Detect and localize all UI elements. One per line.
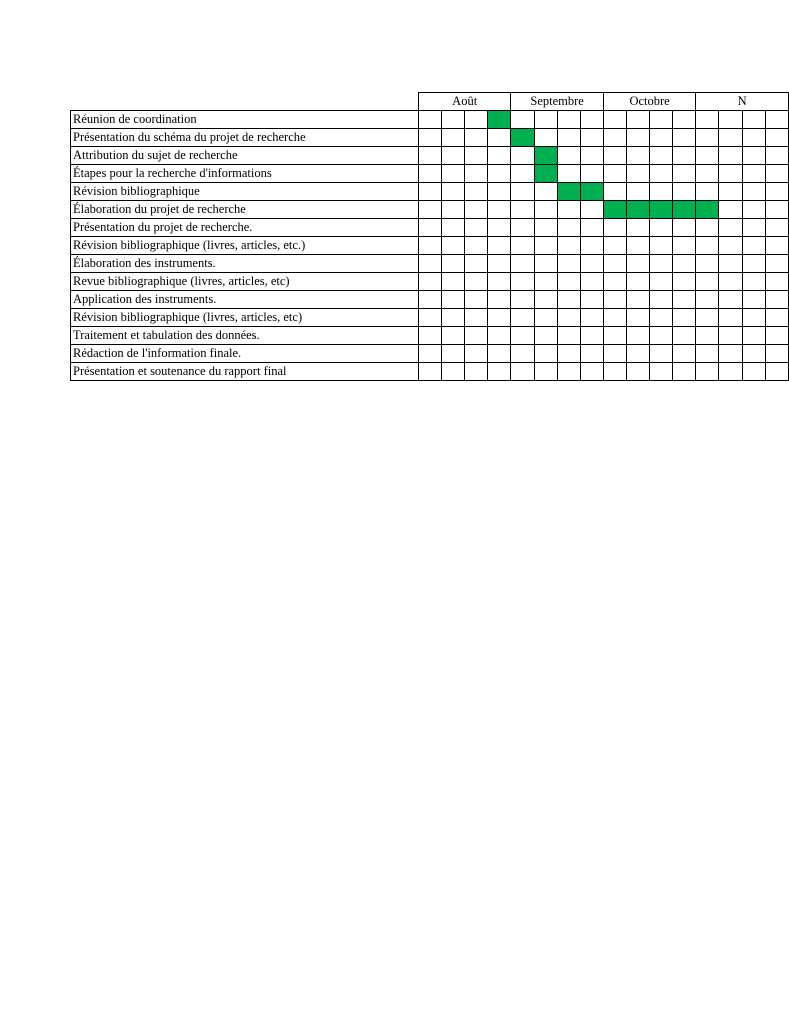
scheduled-week-cell (511, 129, 534, 147)
week-cell (488, 309, 511, 327)
task-label: Révision bibliographique (71, 183, 419, 201)
week-cell (580, 291, 603, 309)
week-cell (673, 183, 696, 201)
week-cell (673, 219, 696, 237)
week-cell (742, 309, 765, 327)
week-cell (557, 219, 580, 237)
week-cell (719, 345, 742, 363)
week-cell (557, 237, 580, 255)
week-cell (603, 309, 626, 327)
week-cell (673, 111, 696, 129)
week-cell (557, 327, 580, 345)
week-cell (603, 255, 626, 273)
week-cell (626, 273, 649, 291)
task-label: Attribution du sujet de recherche (71, 147, 419, 165)
week-cell (488, 129, 511, 147)
week-cell (534, 183, 557, 201)
week-cell (580, 111, 603, 129)
week-cell (442, 255, 465, 273)
week-cell (626, 363, 649, 381)
week-cell (719, 291, 742, 309)
week-cell (603, 345, 626, 363)
week-cell (442, 201, 465, 219)
week-cell (511, 273, 534, 291)
week-cell (673, 129, 696, 147)
week-cell (580, 255, 603, 273)
week-cell (696, 309, 719, 327)
week-cell (511, 363, 534, 381)
week-cell (418, 237, 441, 255)
week-cell (580, 309, 603, 327)
week-cell (418, 363, 441, 381)
week-cell (696, 165, 719, 183)
week-cell (418, 291, 441, 309)
week-cell (742, 345, 765, 363)
week-cell (511, 201, 534, 219)
week-cell (696, 327, 719, 345)
week-cell (650, 219, 673, 237)
week-cell (418, 129, 441, 147)
week-cell (696, 237, 719, 255)
week-cell (557, 111, 580, 129)
week-cell (511, 327, 534, 345)
week-cell (557, 201, 580, 219)
week-cell (673, 291, 696, 309)
task-row (71, 219, 789, 237)
week-cell (488, 273, 511, 291)
week-cell (650, 111, 673, 129)
week-cell (626, 345, 649, 363)
task-row (71, 345, 789, 363)
week-cell (418, 327, 441, 345)
week-cell (580, 219, 603, 237)
week-cell (465, 219, 488, 237)
week-cell (719, 327, 742, 345)
task-label: Étapes pour la recherche d'informations (71, 165, 419, 183)
week-cell (719, 237, 742, 255)
week-cell (418, 111, 441, 129)
gantt-table (70, 92, 789, 381)
week-cell (418, 219, 441, 237)
task-row (71, 327, 789, 345)
week-cell (719, 219, 742, 237)
week-cell (650, 273, 673, 291)
week-cell (696, 129, 719, 147)
week-cell (442, 273, 465, 291)
week-cell (719, 183, 742, 201)
week-cell (650, 345, 673, 363)
week-cell (465, 273, 488, 291)
week-cell (442, 291, 465, 309)
week-cell (488, 291, 511, 309)
week-cell (719, 309, 742, 327)
week-cell (511, 237, 534, 255)
task-label: Présentation du schéma du projet de recherche (71, 129, 419, 147)
gantt-chart (70, 92, 747, 385)
week-cell (465, 255, 488, 273)
month-header-row (71, 93, 789, 111)
task-label: Réunion de coordination (71, 111, 419, 129)
week-cell (742, 165, 765, 183)
week-cell (765, 291, 788, 309)
scheduled-week-cell (626, 201, 649, 219)
task-label: Élaboration du projet de recherche (71, 201, 419, 219)
week-cell (650, 327, 673, 345)
week-cell (557, 255, 580, 273)
task-label: Présentation et soutenance du rapport final (71, 363, 419, 381)
week-cell (488, 363, 511, 381)
week-cell (742, 129, 765, 147)
week-cell (603, 111, 626, 129)
task-row (71, 237, 789, 255)
week-cell (765, 255, 788, 273)
task-label: Révision bibliographique (livres, articles, etc.) (71, 237, 419, 255)
week-cell (488, 219, 511, 237)
week-cell (418, 309, 441, 327)
week-cell (696, 363, 719, 381)
task-row (71, 183, 789, 201)
week-cell (696, 183, 719, 201)
task-label: Révision bibliographique (livres, articles, etc) (71, 309, 419, 327)
week-cell (534, 219, 557, 237)
week-cell (442, 183, 465, 201)
week-cell (626, 165, 649, 183)
week-cell (673, 147, 696, 165)
week-cell (673, 273, 696, 291)
week-cell (511, 291, 534, 309)
week-cell (719, 111, 742, 129)
week-cell (557, 165, 580, 183)
task-row (71, 147, 789, 165)
week-cell (742, 363, 765, 381)
week-cell (765, 219, 788, 237)
week-cell (603, 165, 626, 183)
week-cell (488, 237, 511, 255)
week-cell (488, 327, 511, 345)
week-cell (719, 255, 742, 273)
week-cell (442, 129, 465, 147)
week-cell (742, 219, 765, 237)
week-cell (696, 111, 719, 129)
week-cell (650, 183, 673, 201)
week-cell (626, 309, 649, 327)
week-cell (742, 273, 765, 291)
week-cell (603, 237, 626, 255)
week-cell (442, 147, 465, 165)
week-cell (534, 201, 557, 219)
week-cell (534, 363, 557, 381)
week-cell (626, 147, 649, 165)
week-cell (626, 219, 649, 237)
month-header: N (696, 93, 789, 111)
week-cell (626, 183, 649, 201)
week-cell (626, 255, 649, 273)
week-cell (442, 111, 465, 129)
week-cell (488, 147, 511, 165)
week-cell (603, 219, 626, 237)
week-cell (442, 363, 465, 381)
week-cell (765, 165, 788, 183)
week-cell (511, 183, 534, 201)
task-label: Rédaction de l'information finale. (71, 345, 419, 363)
week-cell (442, 309, 465, 327)
week-cell (742, 237, 765, 255)
week-cell (696, 219, 719, 237)
week-cell (580, 273, 603, 291)
week-cell (650, 165, 673, 183)
scheduled-week-cell (557, 183, 580, 201)
week-cell (696, 345, 719, 363)
week-cell (511, 345, 534, 363)
week-cell (719, 147, 742, 165)
week-cell (742, 147, 765, 165)
week-cell (557, 291, 580, 309)
week-cell (534, 345, 557, 363)
week-cell (626, 291, 649, 309)
week-cell (418, 345, 441, 363)
week-cell (765, 363, 788, 381)
week-cell (765, 147, 788, 165)
week-cell (719, 129, 742, 147)
week-cell (719, 165, 742, 183)
week-cell (557, 129, 580, 147)
week-cell (765, 237, 788, 255)
task-row (71, 165, 789, 183)
week-cell (765, 273, 788, 291)
week-cell (603, 273, 626, 291)
week-cell (673, 165, 696, 183)
week-cell (488, 255, 511, 273)
week-cell (626, 237, 649, 255)
week-cell (765, 201, 788, 219)
week-cell (719, 201, 742, 219)
scheduled-week-cell (673, 201, 696, 219)
week-cell (580, 345, 603, 363)
week-cell (742, 183, 765, 201)
week-cell (742, 201, 765, 219)
week-cell (511, 111, 534, 129)
week-cell (418, 165, 441, 183)
week-cell (580, 327, 603, 345)
week-cell (534, 111, 557, 129)
week-cell (580, 165, 603, 183)
task-label: Présentation du projet de recherche. (71, 219, 419, 237)
week-cell (488, 201, 511, 219)
week-cell (442, 165, 465, 183)
week-cell (742, 255, 765, 273)
week-cell (765, 327, 788, 345)
task-row (71, 255, 789, 273)
week-cell (442, 345, 465, 363)
week-cell (557, 363, 580, 381)
week-cell (765, 111, 788, 129)
week-cell (719, 273, 742, 291)
week-cell (465, 111, 488, 129)
week-cell (511, 255, 534, 273)
week-cell (418, 273, 441, 291)
week-cell (418, 255, 441, 273)
scheduled-week-cell (696, 201, 719, 219)
week-cell (696, 291, 719, 309)
week-cell (673, 327, 696, 345)
week-cell (626, 111, 649, 129)
week-cell (696, 147, 719, 165)
scheduled-week-cell (534, 165, 557, 183)
week-cell (534, 327, 557, 345)
week-cell (557, 273, 580, 291)
month-header: Septembre (511, 93, 603, 111)
scheduled-week-cell (580, 183, 603, 201)
week-cell (534, 273, 557, 291)
week-cell (603, 183, 626, 201)
week-cell (650, 363, 673, 381)
week-cell (511, 309, 534, 327)
week-cell (442, 237, 465, 255)
header-blank-cell (71, 93, 419, 111)
week-cell (719, 363, 742, 381)
week-cell (557, 309, 580, 327)
week-cell (765, 309, 788, 327)
week-cell (511, 219, 534, 237)
task-row (71, 309, 789, 327)
week-cell (465, 165, 488, 183)
month-header: Août (418, 93, 510, 111)
week-cell (418, 201, 441, 219)
week-cell (465, 201, 488, 219)
scheduled-week-cell (488, 111, 511, 129)
week-cell (465, 363, 488, 381)
week-cell (673, 363, 696, 381)
week-cell (650, 255, 673, 273)
week-cell (650, 147, 673, 165)
task-label: Élaboration des instruments. (71, 255, 419, 273)
scheduled-week-cell (650, 201, 673, 219)
week-cell (765, 345, 788, 363)
week-cell (603, 147, 626, 165)
week-cell (465, 237, 488, 255)
week-cell (626, 327, 649, 345)
week-cell (534, 237, 557, 255)
week-cell (580, 147, 603, 165)
week-cell (534, 255, 557, 273)
week-cell (580, 201, 603, 219)
week-cell (603, 129, 626, 147)
week-cell (603, 327, 626, 345)
scheduled-week-cell (603, 201, 626, 219)
week-cell (465, 309, 488, 327)
week-cell (742, 291, 765, 309)
week-cell (696, 273, 719, 291)
week-cell (488, 345, 511, 363)
week-cell (442, 327, 465, 345)
week-cell (488, 183, 511, 201)
week-cell (557, 147, 580, 165)
week-cell (488, 165, 511, 183)
week-cell (511, 147, 534, 165)
week-cell (580, 237, 603, 255)
week-cell (418, 183, 441, 201)
week-cell (465, 345, 488, 363)
scheduled-week-cell (534, 147, 557, 165)
week-cell (465, 291, 488, 309)
task-row (71, 111, 789, 129)
week-cell (465, 183, 488, 201)
task-label: Application des instruments. (71, 291, 419, 309)
task-row (71, 201, 789, 219)
week-cell (650, 237, 673, 255)
week-cell (465, 147, 488, 165)
task-label: Revue bibliographique (livres, articles, etc) (71, 273, 419, 291)
week-cell (673, 255, 696, 273)
week-cell (465, 129, 488, 147)
week-cell (534, 129, 557, 147)
week-cell (650, 291, 673, 309)
week-cell (742, 111, 765, 129)
week-cell (418, 147, 441, 165)
week-cell (511, 165, 534, 183)
week-cell (626, 129, 649, 147)
week-cell (673, 309, 696, 327)
week-cell (465, 327, 488, 345)
task-row (71, 363, 789, 381)
week-cell (580, 129, 603, 147)
week-cell (765, 129, 788, 147)
week-cell (557, 345, 580, 363)
week-cell (650, 309, 673, 327)
week-cell (673, 345, 696, 363)
week-cell (673, 237, 696, 255)
week-cell (534, 309, 557, 327)
task-row (71, 273, 789, 291)
week-cell (580, 363, 603, 381)
week-cell (650, 129, 673, 147)
week-cell (742, 327, 765, 345)
week-cell (442, 219, 465, 237)
week-cell (696, 255, 719, 273)
week-cell (603, 291, 626, 309)
task-row (71, 291, 789, 309)
month-header: Octobre (603, 93, 695, 111)
task-label: Traitement et tabulation des données. (71, 327, 419, 345)
week-cell (603, 363, 626, 381)
week-cell (534, 291, 557, 309)
week-cell (765, 183, 788, 201)
task-row (71, 129, 789, 147)
